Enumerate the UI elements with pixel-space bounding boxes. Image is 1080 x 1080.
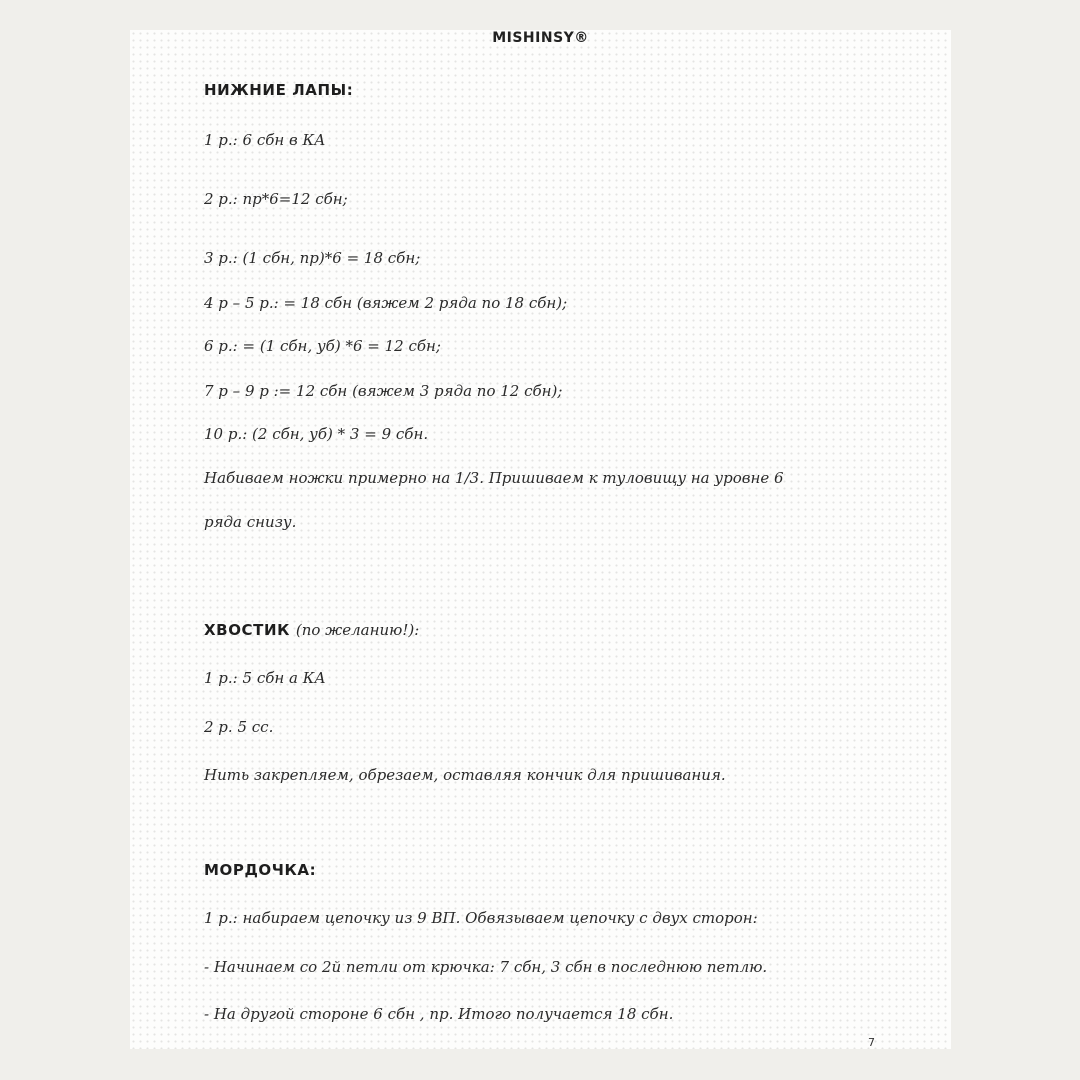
- muzzle-step-1: - Начинаем со 2й петли от крючка: 7 сбн, 3 сбн в последнюю петлю.: [204, 958, 768, 976]
- legs-row-7-9: 7 р – 9 р := 12 сбн (вяжем 3 ряда по 12 сбн);: [204, 382, 563, 400]
- tail-row-1: 1 р.: 5 сбн а КА: [204, 669, 326, 687]
- legs-instruction: Набиваем ножки примерно на 1/3. Пришиваем к туловищу на уровне 6: [204, 469, 784, 487]
- document-page: [130, 30, 951, 1049]
- tail-instruction: Нить закрепляем, обрезаем, оставляя кончик для пришивания.: [204, 766, 726, 784]
- legs-row-6: 6 р.: = (1 сбн, уб) *6 = 12 сбн;: [204, 337, 441, 355]
- muzzle-step-2: - На другой стороне 6 сбн , пр. Итого получается 18 сбн.: [204, 1005, 674, 1023]
- tail-title: ХВОСТИК: [204, 621, 291, 639]
- tail-row-2: 2 р. 5 сс.: [204, 718, 274, 736]
- legs-row-1: 1 р.: 6 сбн в КА: [204, 131, 326, 149]
- section-title-legs: НИЖНИЕ ЛАПЫ:: [204, 81, 354, 99]
- legs-row-2: 2 р.: пр*6=12 сбн;: [204, 190, 348, 208]
- section-title-muzzle: МОРДОЧКА:: [204, 861, 317, 879]
- legs-instruction-cont: ряда снизу.: [204, 513, 297, 531]
- legs-row-10: 10 р.: (2 сбн, уб) * 3 = 9 сбн.: [204, 425, 429, 443]
- legs-row-4-5: 4 р – 5 р.: = 18 сбн (вяжем 2 ряда по 18 сбн);: [204, 294, 568, 312]
- brand-header: MISHINSY®: [492, 30, 589, 46]
- page-number: 7: [868, 1036, 875, 1049]
- legs-row-3: 3 р.: (1 сбн, пр)*6 = 18 сбн;: [204, 249, 421, 267]
- muzzle-row-1: 1 р.: набираем цепочку из 9 ВП. Обвязываем цепочку с двух сторон:: [204, 909, 758, 927]
- section-title-tail: [204, 620, 419, 640]
- tail-title-note: (по желанию!):: [295, 621, 420, 639]
